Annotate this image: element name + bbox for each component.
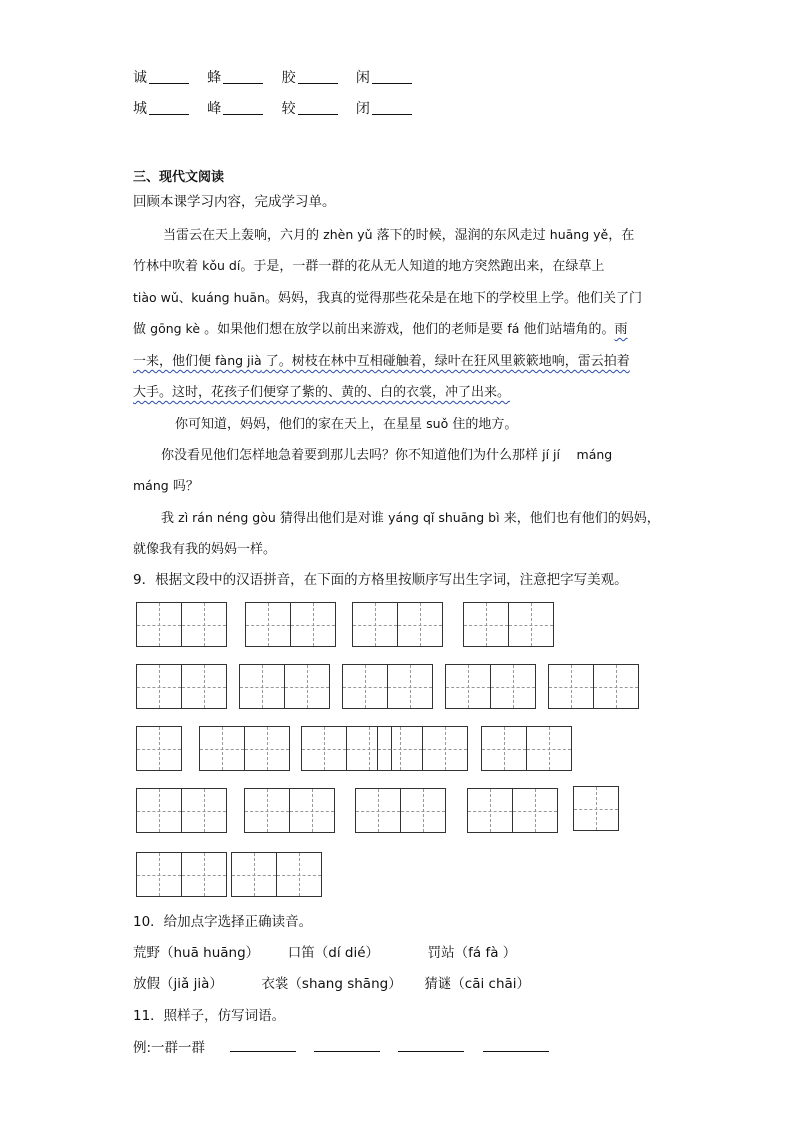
writing-grid[interactable] [445,664,536,709]
pinyin: zì rán néng gòu [178,510,276,525]
writing-grid[interactable] [467,788,558,833]
question-9: 9．根据文段中的汉语拼音，在下面的方格里按顺序写出生字词，注意把字写美观。 [133,572,628,588]
example-row [133,1036,563,1056]
writing-grid[interactable] [199,726,290,771]
writing-grid[interactable] [548,664,639,709]
writing-grid[interactable] [231,852,322,897]
writing-grid[interactable] [136,726,182,771]
pinyin: yáng qǐ shuāng bì [388,510,500,525]
passage-line: 你可知道，妈妈，他们的家在天上，在星星 suǒ 住的地方。 [175,416,518,432]
writing-grid[interactable] [342,664,433,709]
passage-line: 一来，他们便 fàng jià 了。树枝在林中互相碰触着，绿叶在狂风里簌簌地响，雷云拍着 [133,353,630,369]
section-intro: 回顾本课学习内容，完成学习单。 [133,194,336,210]
pinyin: suǒ [426,416,449,431]
pinyin: zhèn yǔ [323,227,373,242]
writing-grid[interactable] [136,788,227,833]
passage-line: 我 zì rán néng gòu 猜得出他们是对谁 yáng qǐ shuāng bì 来，他们也有他们的妈妈， [161,510,660,526]
pinyin: fàng jià [215,353,262,368]
word-char: 闭 [355,101,370,117]
pinyin: huāng yě [549,227,609,242]
answer-blank[interactable] [314,1050,380,1052]
passage-line: 大手。这时，花孩子们便穿了紫的、黄的、白的衣裳，冲了出来。 [133,385,511,400]
question-11: 11．照样子，仿写词语。 [133,1008,286,1024]
word-char: 较 [281,101,296,117]
writing-grid[interactable] [245,602,336,647]
pinyin: tiào wǔ、kuáng huān [133,290,265,305]
pronunciation-choice[interactable]: 口笛（dí dié） [287,945,380,961]
question-10: 10．给加点字选择正确读音。 [133,914,313,930]
example-word: 例:一群一群 [133,1040,206,1056]
passage-line: máng 吗？ [133,478,199,494]
writing-grid[interactable] [355,788,446,833]
pronunciation-choice[interactable]: 放假（jiǎ jià） [133,976,223,992]
pinyin: fá [507,321,520,336]
writing-grid[interactable] [377,726,468,771]
passage-line: tiào wǔ、kuáng huān。妈妈，我真的觉得那些花朵是在地下的学校里上学。他们关了门 [133,290,643,306]
word-char: 峰 [207,101,222,117]
writing-grid[interactable] [136,852,227,897]
pronunciation-choice[interactable]: 荒野（huā huāng） [133,945,260,961]
passage-line: 就像我有我的妈妈一样。 [133,542,277,557]
writing-grid[interactable] [481,726,572,771]
answer-blank[interactable] [230,1050,296,1052]
passage-line: 做 gōng kè 。如果他们想在放学以前出来游戏，他们的老师是要 fá 他们站墙角的。雨 [133,321,628,337]
word-char: 诚 [133,70,147,86]
passage-line: 竹林中吹着 kǒu dí。于是，一群一群的花从无人知道的地方突然跑出来，在绿草上 [133,258,605,274]
writing-grid[interactable] [573,786,619,831]
pronunciation-choice[interactable]: 衣裳（shang shāng） [261,976,402,992]
writing-grid[interactable] [239,664,330,709]
answer-blank[interactable] [483,1050,549,1052]
section-heading: 三、现代文阅读 [133,170,225,185]
pronunciation-row-2 [133,972,530,992]
answer-blank[interactable] [398,1050,464,1052]
writing-grid[interactable] [352,602,443,647]
writing-grid[interactable] [244,788,335,833]
writing-grid[interactable] [463,602,554,647]
pinyin: máng [133,478,169,493]
word-char: 胶 [281,70,296,86]
writing-grid[interactable] [136,602,227,647]
pinyin: gōng kè [150,321,201,336]
pronunciation-choice[interactable]: 罚站（fá fà ） [427,945,517,961]
pinyin: máng [576,447,613,462]
word-char: 城 [133,101,147,117]
passage-line: 当雷云在天上轰响，六月的 zhèn yǔ 落下的时候，湿润的东风走过 huāng yě，在 [163,227,635,243]
word-char: 闲 [355,70,370,86]
passage-line: 你没看见他们怎样地急着要到那儿去吗？你不知道他们为什么那样 jí jí máng [161,447,613,463]
pronunciation-choice[interactable]: 猜谜（cāi chāi） [424,976,531,992]
pronunciation-row-1 [133,941,516,961]
writing-grid[interactable] [136,664,227,709]
word-char: 蜂 [207,70,222,86]
pinyin: jí jí [542,447,561,462]
pinyin: kǒu dí [202,258,241,273]
